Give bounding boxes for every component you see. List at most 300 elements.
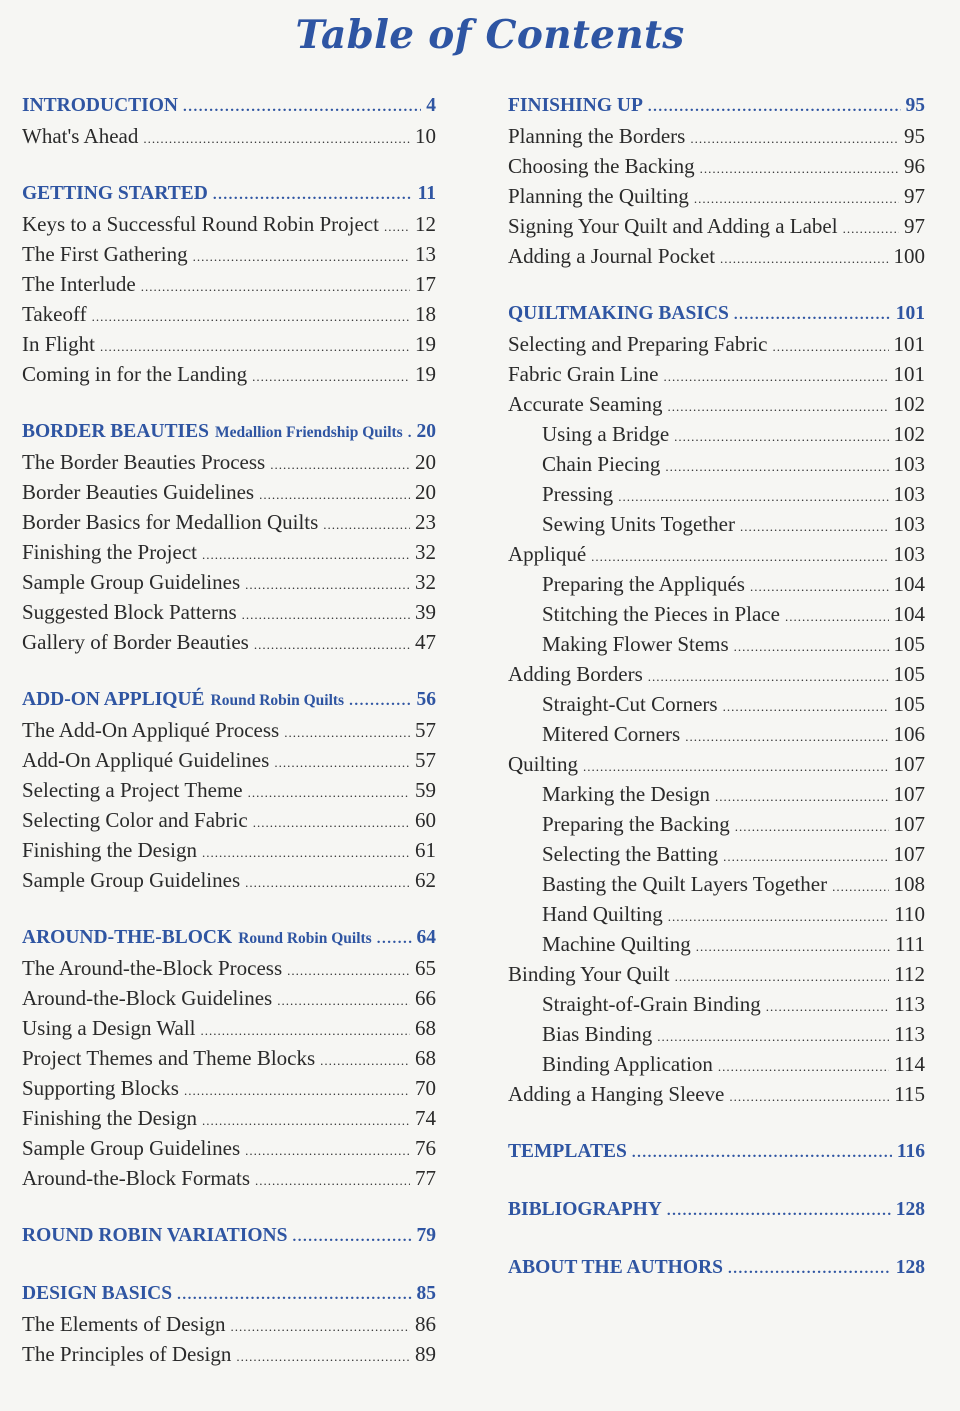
dot-leader [245,570,410,600]
toc-section-heading [508,91,925,121]
dot-leader [270,450,410,480]
toc-section [22,179,436,389]
toc-section [22,923,436,1193]
dot-leader [202,838,410,868]
page-number: 106 [893,722,925,746]
entry-title: Finishing the Project [22,540,197,564]
page-number: 68 [415,1016,436,1040]
page-number: 11 [417,183,436,204]
toc-entry [22,1163,436,1193]
dot-leader [231,1312,410,1342]
dot-leader [292,1222,411,1252]
dot-leader [690,124,899,154]
dot-leader [720,244,888,274]
page-number: 32 [415,540,436,564]
dot-leader [700,154,899,184]
entry-title: Finishing the Design [22,838,198,862]
page-number: 113 [894,1022,925,1046]
dot-leader [734,300,891,330]
page-number: 96 [904,154,925,178]
toc-section-heading [22,923,436,953]
page-number: 103 [893,512,925,536]
page-number: 19 [415,362,436,386]
dot-leader [668,902,890,932]
toc-entry [508,569,925,599]
toc-entry [508,869,925,899]
page-number: 104 [893,572,925,596]
toc-entry [22,477,436,507]
page-number: 59 [415,778,436,802]
toc-section-heading [508,1137,925,1167]
toc-entry [22,953,436,983]
entry-title: Takeoff [22,302,87,326]
page-number: 108 [893,872,925,896]
toc-entry [508,1049,925,1079]
entry-title: Hand Quilting [542,902,663,926]
entry-title: Binding Your Quilt [508,962,670,986]
toc-entry [22,299,436,329]
dot-leader [648,92,901,122]
section-title: BIBLIOGRAPHY [508,1199,662,1220]
dot-leader [740,512,889,542]
page-number: 105 [893,662,925,686]
toc-entry [508,509,925,539]
page-number: 112 [894,962,925,986]
toc-section-heading [508,299,925,329]
entry-title: Pressing [542,482,614,506]
entry-title: The First Gathering [22,242,188,266]
toc-entry [22,983,436,1013]
toc-entry [508,121,925,151]
entry-title: Chain Piecing [542,452,661,476]
section-title: TEMPLATES [508,1141,627,1162]
toc-entry [508,719,925,749]
toc-entry [22,209,436,239]
toc-entry [22,1013,436,1043]
entry-title: Keys to a Successful Round Robin Project [22,212,379,236]
entry-title: Stitching the Pieces in Place [542,602,780,626]
dot-leader [92,302,410,332]
toc-entry [508,419,925,449]
dot-leader [674,422,888,452]
dot-leader [773,332,889,362]
section-title: GETTING STARTED [22,183,208,204]
entry-title: The Principles of Design [22,1342,232,1366]
page-number: 105 [893,692,925,716]
page-number: 76 [415,1136,436,1160]
toc-section-heading [508,1253,925,1283]
toc-entry [22,1133,436,1163]
page-number: 100 [893,244,925,268]
page-number: 64 [416,927,436,948]
page-number: 101 [895,303,925,324]
toc-right-column [508,91,925,1311]
page-number: 18 [415,302,436,326]
toc-section-heading [22,1279,436,1309]
section-title: ABOUT THE AUTHORS [508,1257,723,1278]
dot-leader [694,184,899,214]
toc-entry [508,779,925,809]
dot-leader [750,572,889,602]
toc-entry [508,211,925,241]
dot-leader [648,662,889,692]
page-number: 114 [894,1052,925,1076]
page-number: 86 [415,1312,436,1336]
dot-leader [384,212,410,242]
toc-entry [508,329,925,359]
page-number: 66 [415,986,436,1010]
page-number: 74 [415,1106,436,1130]
toc-left-column [22,91,436,1397]
dot-leader [236,1342,410,1372]
entry-title: Using a Design Wall [22,1016,196,1040]
page-number: 13 [415,242,436,266]
dot-leader [193,242,410,272]
page-number: 20 [415,480,436,504]
page-number: 65 [415,956,436,980]
entry-title: Add-On Appliqué Guidelines [22,748,270,772]
entry-title: Finishing the Design [22,1106,198,1130]
page-number: 102 [893,422,925,446]
toc-section [22,91,436,151]
dot-leader [843,214,899,244]
toc-entry [22,447,436,477]
dot-leader [667,1196,891,1226]
page-number: 12 [415,212,436,236]
dot-leader [277,986,410,1016]
page-number: 20 [415,450,436,474]
page-number: 10 [415,124,436,148]
toc-entry [508,181,925,211]
page-number: 113 [894,992,925,1016]
dot-leader [245,1136,410,1166]
entry-title: Sewing Units Together [542,512,735,536]
page-number: 110 [894,902,925,926]
dot-leader [675,962,890,992]
page-number: 19 [415,332,436,356]
page-number: 111 [895,932,925,956]
toc-section-heading [22,1221,436,1251]
page-number: 128 [895,1257,925,1278]
entry-title: The Around-the-Block Process [22,956,283,980]
toc-section-heading [22,685,436,715]
page-number: 104 [893,602,925,626]
dot-leader [785,602,889,632]
toc-section-heading [22,179,436,209]
entry-title: Sample Group Guidelines [22,1136,241,1160]
toc-entry [508,151,925,181]
entry-title: Suggested Block Patterns [22,600,237,624]
dot-leader [141,272,410,302]
page-number: 20 [416,421,436,442]
dot-leader [100,332,410,362]
entry-title: Preparing the Backing [542,812,730,836]
dot-leader [729,1082,889,1112]
dot-leader [832,872,888,902]
dot-leader [728,1254,891,1284]
entry-title: Preparing the Appliqués [542,572,745,596]
dot-leader [349,686,411,716]
dot-leader [248,778,410,808]
section-subtitle: Round Robin Quilts [210,692,345,709]
section-title: INTRODUCTION [22,95,179,116]
dot-leader [202,1106,410,1136]
toc-entry [508,241,925,271]
toc-entry [508,659,925,689]
dot-leader [274,748,410,778]
toc-entry [22,121,436,151]
dot-leader [183,92,421,122]
entry-title: In Flight [22,332,95,356]
page-number: 89 [415,1342,436,1366]
toc-section [508,299,925,1109]
page-number: 128 [895,1199,925,1220]
toc-entry [508,1079,925,1109]
toc-section [22,685,436,895]
entry-title: Adding a Journal Pocket [508,244,716,268]
toc-entry [508,449,925,479]
page-number: 17 [415,272,436,296]
toc-section [22,1221,436,1251]
toc-entry [22,537,436,567]
toc-entry [22,329,436,359]
dot-leader [320,1046,410,1076]
entry-title: Sample Group Guidelines [22,570,241,594]
toc-entry [508,809,925,839]
dot-leader [668,392,889,422]
toc-entry [22,1339,436,1369]
page-number: 107 [893,752,925,776]
entry-title: Project Themes and Theme Blocks [22,1046,316,1070]
entry-title: Machine Quilting [542,932,691,956]
toc-entry [22,1309,436,1339]
page-number: 70 [415,1076,436,1100]
page-number: 61 [415,838,436,862]
page-number: 95 [905,95,925,116]
page-number: 115 [894,1082,925,1106]
page-number: 116 [896,1141,925,1162]
toc-entry [508,989,925,1019]
toc-entry [22,359,436,389]
section-title: ROUND ROBIN VARIATIONS [22,1225,288,1246]
toc-entry [508,389,925,419]
entry-title: Selecting the Batting [542,842,719,866]
dot-leader [591,542,888,572]
page-number: 95 [904,124,925,148]
entry-title: Mitered Corners [542,722,681,746]
dot-leader [377,924,412,954]
entry-title: Supporting Blocks [22,1076,179,1100]
dot-leader [143,124,410,154]
toc-entry [508,629,925,659]
entry-title: The Add-On Appliqué Process [22,718,280,742]
page-number: 79 [416,1225,436,1246]
dot-leader [245,868,410,898]
toc-entry [22,567,436,597]
toc-section [22,417,436,657]
toc-entry [508,689,925,719]
entry-title: Marking the Design [542,782,710,806]
toc-entry [22,805,436,835]
dot-leader [632,1138,892,1168]
dot-leader [723,692,889,722]
toc-entry [508,839,925,869]
entry-title: Around-the-Block Guidelines [22,986,273,1010]
page-number: 103 [893,452,925,476]
page-number: 77 [415,1166,436,1190]
toc-entry [508,479,925,509]
toc-section-heading [22,417,436,447]
dot-leader [766,992,890,1022]
toc-entry [508,1019,925,1049]
dot-leader [184,1076,410,1106]
entry-title: Choosing the Backing [508,154,695,178]
toc-entry [22,835,436,865]
dot-leader [408,418,412,448]
page-number: 62 [415,868,436,892]
toc-section-heading [508,1195,925,1225]
section-subtitle: Medallion Friendship Quilts [214,424,403,441]
toc-entry [22,269,436,299]
entry-title: Coming in for the Landing [22,362,248,386]
page-number: 97 [904,184,925,208]
dot-leader [685,722,888,752]
entry-title: Bias Binding [542,1022,653,1046]
dot-leader [253,808,410,838]
entry-title: Basting the Quilt Layers Together [542,872,828,896]
page-number: 47 [415,630,436,654]
dot-leader [202,540,410,570]
toc-entry [508,599,925,629]
page-number: 60 [415,808,436,832]
entry-title: Quilting [508,752,579,776]
toc-entry [22,507,436,537]
page-number: 103 [893,482,925,506]
page-number: 101 [893,362,925,386]
dot-leader [665,452,888,482]
entry-title: Fabric Grain Line [508,362,659,386]
dot-leader [213,180,413,210]
entry-title: Border Basics for Medallion Quilts [22,510,319,534]
section-title: AROUND-THE-BLOCK [22,927,233,948]
page-number: 107 [893,812,925,836]
page-number: 57 [415,718,436,742]
toc-section [22,1279,436,1369]
dot-leader [284,718,410,748]
toc-entry [22,715,436,745]
dot-leader [323,510,410,540]
entry-title: Signing Your Quilt and Adding a Label [508,214,838,238]
toc-entry [508,539,925,569]
entry-title: Adding a Hanging Sleeve [508,1082,725,1106]
page-number: 97 [904,214,925,238]
toc-entry [22,1043,436,1073]
toc-entry [22,1103,436,1133]
dot-leader [618,482,888,512]
entry-title: Planning the Borders [508,124,686,148]
dot-leader [252,362,410,392]
page-number: 32 [415,570,436,594]
section-subtitle: Round Robin Quilts [238,930,372,947]
section-title: FINISHING UP [508,95,643,116]
toc-section [508,1137,925,1167]
entry-title: Gallery of Border Beauties [22,630,249,654]
entry-title: Selecting and Preparing Fabric [508,332,768,356]
section-title: DESIGN BASICS [22,1283,173,1304]
dot-leader [723,842,888,872]
toc-entry [22,775,436,805]
entry-title: Using a Bridge [542,422,670,446]
entry-title: Straight-of-Grain Binding [542,992,761,1016]
entry-title: Appliqué [508,542,587,566]
entry-title: The Interlude [22,272,136,296]
dot-leader [696,932,890,962]
entry-title: Accurate Seaming [508,392,663,416]
dot-leader [735,812,889,842]
page-number: 105 [893,632,925,656]
dot-leader [242,600,410,630]
dot-leader [734,632,889,662]
page-number: 4 [426,95,436,116]
toc-section-heading [22,91,436,121]
dot-leader [177,1280,411,1310]
page-number: 39 [415,600,436,624]
toc-entry [22,1073,436,1103]
dot-leader [715,782,889,812]
dot-leader [657,1022,889,1052]
section-title: ADD-ON APPLIQUÉ [22,689,205,710]
entry-title: The Border Beauties Process [22,450,266,474]
toc-entry [508,359,925,389]
page-number: 107 [893,782,925,806]
toc-section [508,1195,925,1225]
dot-leader [259,480,410,510]
section-title: QUILTMAKING BASICS [508,303,729,324]
page-title: Table of Contents [295,12,685,58]
entry-title: Straight-Cut Corners [542,692,718,716]
toc-entry [508,899,925,929]
page-number: 57 [415,748,436,772]
dot-leader [663,362,888,392]
page-number: 107 [893,842,925,866]
page-number: 103 [893,542,925,566]
entry-title: Selecting a Project Theme [22,778,243,802]
entry-title: Making Flower Stems [542,632,729,656]
entry-title: Binding Application [542,1052,713,1076]
dot-leader [254,630,410,660]
toc-entry [508,959,925,989]
entry-title: Border Beauties Guidelines [22,480,255,504]
entry-title: Around-the-Block Formats [22,1166,251,1190]
entry-title: What's Ahead [22,124,139,148]
toc-entry [22,745,436,775]
toc-section [508,1253,925,1283]
entry-title: Adding Borders [508,662,643,686]
dot-leader [201,1016,411,1046]
toc-section [508,91,925,271]
section-title: BORDER BEAUTIES [22,421,209,442]
entry-title: Planning the Quilting [508,184,689,208]
toc-entry [22,865,436,895]
dot-leader [287,956,410,986]
dot-leader [255,1166,410,1196]
entry-title: Sample Group Guidelines [22,868,241,892]
entry-title: Selecting Color and Fabric [22,808,248,832]
dot-leader [583,752,888,782]
entry-title: The Elements of Design [22,1312,226,1336]
toc-entry [22,597,436,627]
page-number: 85 [416,1283,436,1304]
